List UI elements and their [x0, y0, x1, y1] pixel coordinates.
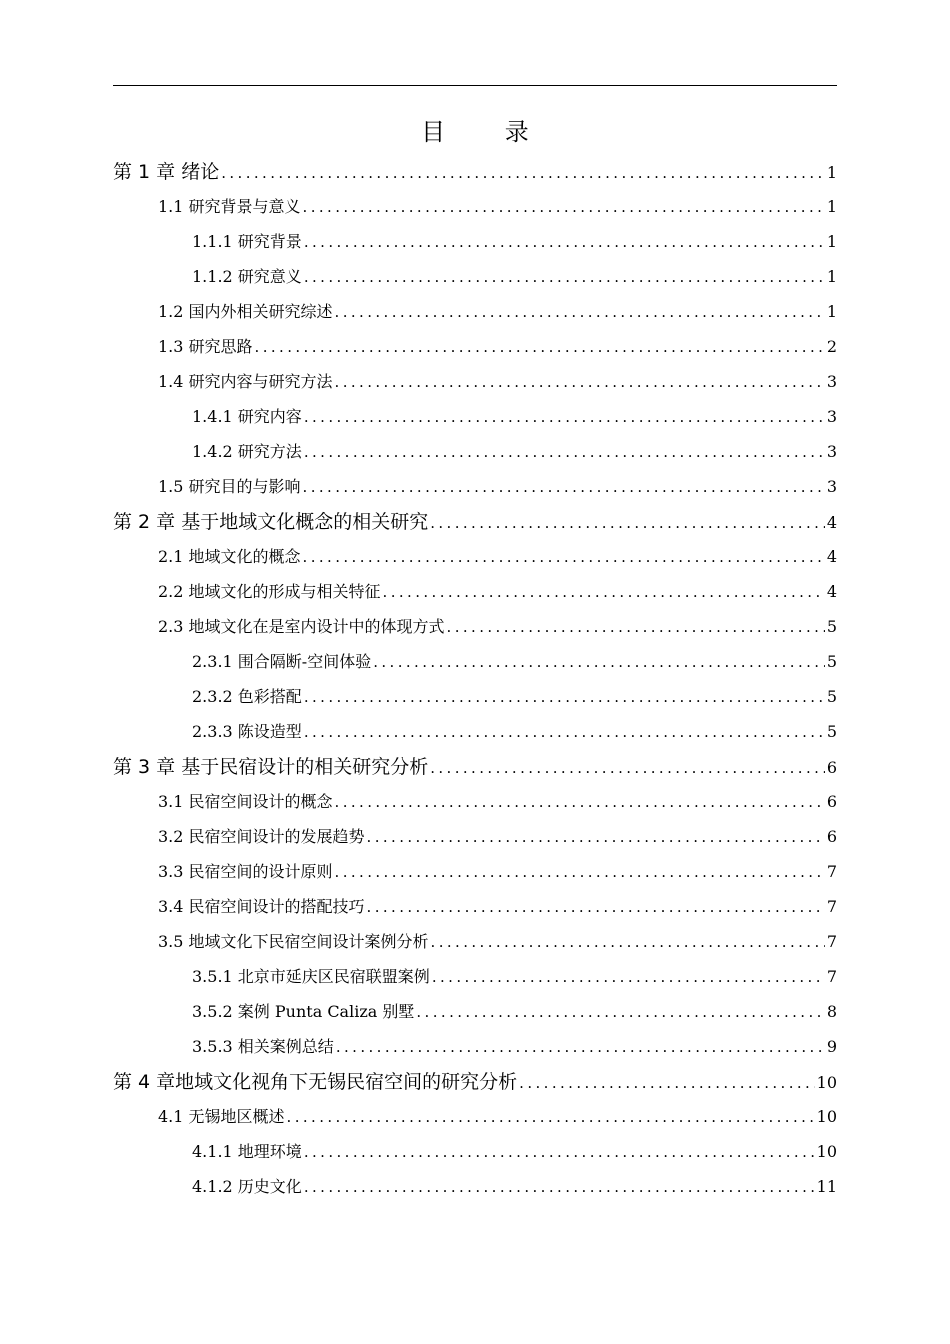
toc-entry[interactable] — [158, 369, 837, 395]
toc-page-number: 10 — [816, 1142, 837, 1161]
toc-page-number: 3 — [826, 477, 837, 496]
toc-dot-leader — [430, 755, 825, 781]
toc-entry[interactable] — [192, 404, 837, 430]
toc-dot-leader — [303, 544, 825, 570]
toc-page-number: 6 — [826, 758, 837, 777]
toc-entry-label: 第 1 章 绪论 — [113, 161, 220, 183]
toc-page-number: 9 — [826, 1037, 837, 1056]
toc-entry-label: 1.1 研究背景与意义 — [158, 197, 301, 216]
toc-page-number: 11 — [816, 1177, 837, 1196]
toc-page-number: 1 — [826, 197, 837, 216]
toc-dot-leader — [304, 1139, 815, 1165]
toc-page-number: 7 — [826, 967, 837, 986]
toc-entry[interactable] — [192, 264, 837, 290]
toc-entry-label: 1.4.2 研究方法 — [192, 442, 302, 461]
toc-entry-label: 3.4 民宿空间设计的搭配技巧 — [158, 897, 365, 916]
toc-entry-label: 4.1.1 地理环境 — [192, 1142, 302, 1161]
toc-page-number: 10 — [816, 1107, 837, 1126]
toc-entry-label: 2.3 地域文化在是室内设计中的体现方式 — [158, 617, 445, 636]
toc-dot-leader — [335, 859, 825, 885]
toc-entry-label: 3.5 地域文化下民宿空间设计案例分析 — [158, 932, 429, 951]
toc-dot-leader — [416, 999, 824, 1025]
toc-entry[interactable] — [192, 1174, 837, 1200]
toc-entry[interactable] — [158, 579, 837, 605]
toc-entry[interactable] — [158, 824, 837, 850]
toc-page-number: 3 — [826, 442, 837, 461]
toc-page-number: 7 — [826, 862, 837, 881]
toc-entry[interactable] — [192, 719, 837, 745]
toc-entry-label: 3.5.3 相关案例总结 — [192, 1037, 334, 1056]
toc-dot-leader — [367, 894, 825, 920]
toc-entry[interactable] — [113, 754, 837, 781]
toc-dot-leader — [303, 194, 825, 220]
toc-entry[interactable] — [192, 1034, 837, 1060]
toc-entry[interactable] — [192, 1139, 837, 1165]
toc-entry[interactable] — [192, 999, 837, 1025]
toc-page-number: 4 — [826, 513, 837, 532]
toc-dot-leader — [430, 510, 825, 536]
toc-page-number: 3 — [826, 407, 837, 426]
toc-entry-label: 1.1.2 研究意义 — [192, 267, 302, 286]
toc-dot-leader — [335, 369, 825, 395]
toc-dot-leader — [304, 439, 825, 465]
toc-dot-leader — [303, 474, 825, 500]
toc-dot-leader — [383, 579, 825, 605]
toc-page-number: 3 — [826, 372, 837, 391]
toc-page-number: 1 — [826, 302, 837, 321]
toc-entry[interactable] — [158, 544, 837, 570]
toc-entry[interactable] — [158, 614, 837, 640]
toc-page-number: 10 — [816, 1073, 837, 1092]
toc-entry-label: 2.3.1 围合隔断-空间体验 — [192, 652, 372, 671]
toc-page-number: 5 — [826, 722, 837, 741]
toc-entry-label: 4.1 无锡地区概述 — [158, 1107, 285, 1126]
toc-entry-label: 3.2 民宿空间设计的发展趋势 — [158, 827, 365, 846]
toc-entry[interactable] — [113, 509, 837, 536]
toc-entry-label: 第 2 章 基于地域文化概念的相关研究 — [113, 511, 429, 533]
toc-dot-leader — [221, 160, 825, 186]
toc-page-number: 1 — [826, 267, 837, 286]
toc-dot-leader — [373, 649, 825, 675]
toc-entry-label: 3.1 民宿空间设计的概念 — [158, 792, 333, 811]
toc-entry-label: 1.1.1 研究背景 — [192, 232, 302, 251]
toc-dot-leader — [432, 964, 825, 990]
toc-entry[interactable] — [192, 684, 837, 710]
toc-entry-label: 3.3 民宿空间的设计原则 — [158, 862, 333, 881]
toc-dot-leader — [287, 1104, 815, 1130]
toc-entry-label: 2.3.2 色彩搭配 — [192, 687, 302, 706]
toc-entry[interactable] — [158, 859, 837, 885]
toc-page-number: 5 — [826, 687, 837, 706]
toc-entry-label: 3.5.1 北京市延庆区民宿联盟案例 — [192, 967, 430, 986]
toc-dot-leader — [335, 789, 825, 815]
toc-entry[interactable] — [113, 1069, 837, 1096]
toc-entry[interactable] — [192, 439, 837, 465]
toc-entry[interactable] — [192, 964, 837, 990]
toc-entry-label: 1.4 研究内容与研究方法 — [158, 372, 333, 391]
toc-page-number: 7 — [826, 897, 837, 916]
toc-entry[interactable] — [158, 299, 837, 325]
toc-page-number: 4 — [826, 582, 837, 601]
toc-dot-leader — [304, 229, 825, 255]
toc-entry-label: 3.5.2 案例 Punta Caliza 别墅 — [192, 1002, 415, 1021]
toc-entry-label: 第 4 章地域文化视角下无锡民宿空间的研究分析 — [113, 1071, 518, 1093]
toc-entry-label: 2.3.3 陈设造型 — [192, 722, 302, 741]
toc-dot-leader — [304, 719, 825, 745]
toc-page-number: 1 — [826, 232, 837, 251]
toc-page-number: 6 — [826, 792, 837, 811]
toc-entry[interactable] — [158, 474, 837, 500]
toc-entry[interactable] — [192, 229, 837, 255]
toc-page-number: 5 — [826, 617, 837, 636]
toc-dot-leader — [304, 404, 825, 430]
toc-entry-label: 2.2 地域文化的形成与相关特征 — [158, 582, 381, 601]
toc-page-number: 7 — [826, 932, 837, 951]
toc-entry-label: 1.5 研究目的与影响 — [158, 477, 301, 496]
toc-page-number: 1 — [826, 163, 837, 182]
toc-page-number: 6 — [826, 827, 837, 846]
toc-dot-leader — [304, 264, 825, 290]
toc-dot-leader — [304, 1174, 815, 1200]
toc-entry[interactable] — [158, 894, 837, 920]
toc-dot-leader — [447, 614, 825, 640]
page-title: 目 录 — [421, 118, 555, 146]
toc-entry[interactable] — [158, 929, 837, 955]
toc-dot-leader — [336, 1034, 825, 1060]
toc-page-number: 2 — [826, 337, 837, 356]
toc-dot-leader — [519, 1070, 814, 1096]
toc-page-number: 5 — [826, 652, 837, 671]
toc-entry-label: 第 3 章 基于民宿设计的相关研究分析 — [113, 756, 429, 778]
toc-entry-label: 1.3 研究思路 — [158, 337, 253, 356]
toc-page-number: 4 — [826, 547, 837, 566]
toc-entry-label: 1.4.1 研究内容 — [192, 407, 302, 426]
toc-entry[interactable] — [192, 649, 837, 675]
toc-page-number: 8 — [826, 1002, 837, 1021]
toc-dot-leader — [431, 929, 825, 955]
toc-entry-label: 4.1.2 历史文化 — [192, 1177, 302, 1196]
toc-dot-leader — [255, 334, 825, 360]
toc-entry[interactable] — [158, 1104, 837, 1130]
toc-entry[interactable] — [158, 334, 837, 360]
toc-dot-leader — [304, 684, 825, 710]
toc-dot-leader — [367, 824, 825, 850]
toc-entry[interactable] — [158, 789, 837, 815]
toc-entry[interactable] — [158, 194, 837, 220]
toc-entry-label: 1.2 国内外相关研究综述 — [158, 302, 333, 321]
toc-entry-label: 2.1 地域文化的概念 — [158, 547, 301, 566]
toc-dot-leader — [335, 299, 825, 325]
toc-entry[interactable] — [113, 159, 837, 186]
